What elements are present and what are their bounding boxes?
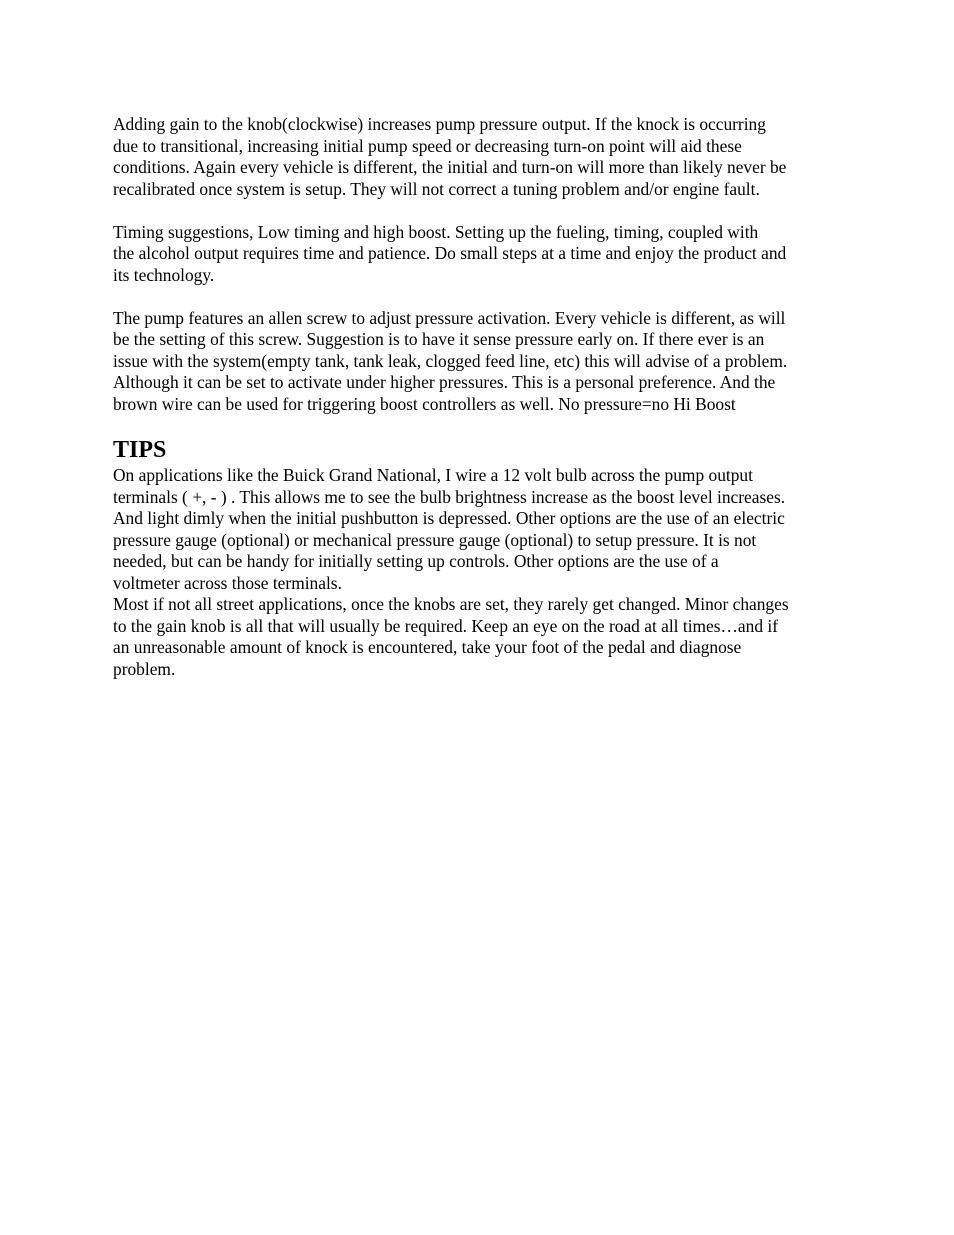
text-line: due to transitional, increasing initial pump speed or decreasing turn-on point will aid these <box>113 135 742 156</box>
text-line: pressure gauge (optional) or mechanical pressure gauge (optional) to setup pressure. It is not <box>113 529 757 550</box>
text-line: an unreasonable amount of knock is encountered, take your foot of the pedal and diagnose <box>113 637 742 657</box>
text-line: its technology. <box>113 264 215 285</box>
text-line: Most if not all street applications, once the knobs are set, they rarely get changed. Minor changes <box>113 594 789 614</box>
text-line: Timing suggestions, Low timing and high boost. Setting up the fueling, timing, coupled with <box>113 221 759 242</box>
tips-heading: TIPS <box>113 437 167 463</box>
paragraph-timing-suggestions <box>113 222 853 287</box>
text-line: On applications like the Buick Grand National, I wire a 12 volt bulb across the pump output <box>113 465 753 485</box>
text-line: voltmeter across those terminals. <box>113 572 342 593</box>
text-line: Adding gain to the knob(clockwise) increases pump pressure output. If the knock is occurring <box>113 114 766 134</box>
text-line: recalibrated once system is setup. They will not correct a tuning problem and/or engine fault. <box>113 178 760 199</box>
text-line: Although it can be set to activate under higher pressures. This is a personal preference. And the <box>113 372 776 392</box>
document-page <box>113 114 853 680</box>
text-line: brown wire can be used for triggering boost controllers as well. No pressure=no Hi Boost <box>113 393 736 414</box>
text-line: issue with the system(empty tank, tank leak, clogged feed line, etc) this will advise of a problem. <box>113 350 788 371</box>
text-line: conditions. Again every vehicle is different, the initial and turn-on will more than likely never be <box>113 157 787 177</box>
text-line: The pump features an allen screw to adjust pressure activation. Every vehicle is different, as will <box>113 307 786 328</box>
text-line: And light dimly when the initial pushbutton is depressed. Other options are the use of an electric <box>113 508 785 528</box>
text-line: to the gain knob is all that will usually be required. Keep an eye on the road at all times…and if <box>113 615 779 636</box>
text-line: needed, but can be handy for initially setting up controls. Other options are the use of a <box>113 551 719 571</box>
tips-section <box>113 465 853 680</box>
text-line: problem. <box>113 658 176 679</box>
text-line: the alcohol output requires time and patience. Do small steps at a time and enjoy the product and <box>113 243 787 263</box>
text-line: terminals ( +, - ) . This allows me to see the bulb brightness increase as the boost level increases. <box>113 486 786 507</box>
paragraph-gain-knob <box>113 114 853 200</box>
paragraph-allen-screw <box>113 308 853 416</box>
text-line: be the setting of this screw. Suggestion is to have it sense pressure early on. If there ever is an <box>113 329 765 349</box>
